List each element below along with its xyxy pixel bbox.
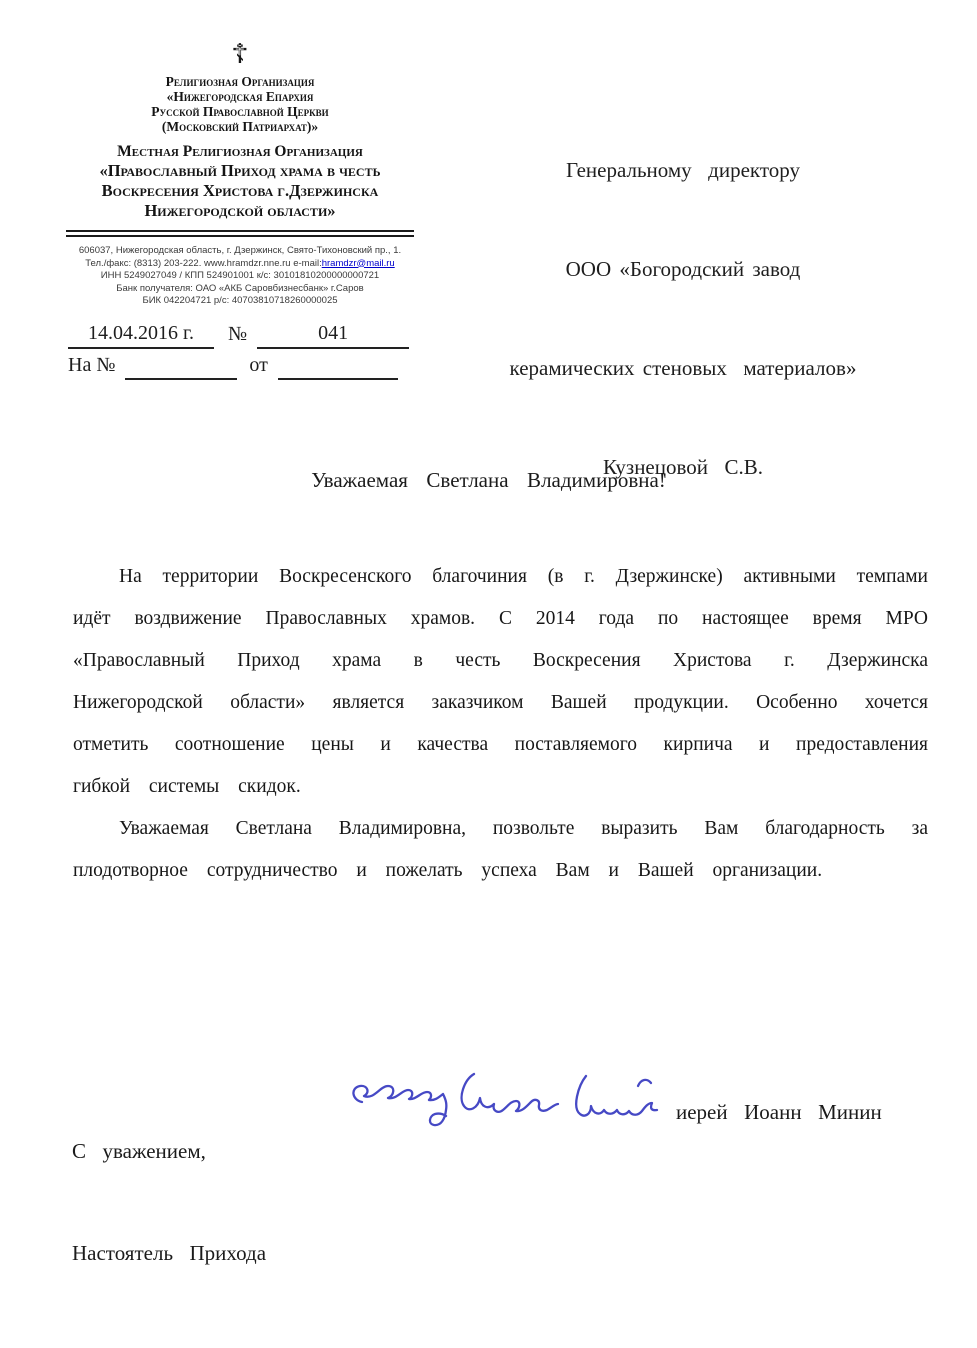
from-label: от: [249, 354, 268, 376]
signature-handwriting: [342, 1058, 664, 1154]
reply-date-blank: [278, 353, 398, 380]
contact-block: [66, 245, 414, 308]
letter-body: [73, 556, 928, 892]
reference-block: [68, 322, 414, 380]
reply-number-blank: [125, 353, 237, 380]
org-line: Нижегородской области»: [144, 201, 336, 220]
org-line-main: Местная Религиозная Организация: [117, 143, 363, 160]
recipient-line: Кузнецовой С.В.: [602, 455, 764, 479]
orthodox-cross-icon: ☦: [231, 39, 249, 70]
closing-regards: С уважением,: [72, 1139, 206, 1163]
reference-row-date: [68, 322, 414, 349]
body-paragraph-1: На территории Воскресенского благочиния (в г. Дзержинске) активными темпами идёт воздвижение Православных храмов. С 2014 года по настоящее время МРО «Православный Приход храма в честь Воскресения Христова г. Дзержинска Нижегородской области» является заказчиком Вашей продукции. Особенно хочется отметить соотношение цены и качества поставляемого кирпича и предоставления гибкой системы скидок.: [73, 566, 928, 797]
contact-bank: Банк получателя: ОАО «АКБ Саровбизнесбанк» г.Саров: [116, 282, 364, 294]
contact-inn: ИНН 5249027049 / КПП 524901001 к/с: 30101810200000000721: [100, 270, 380, 281]
eparchy-line: Русской Православной Церкви: [151, 104, 329, 119]
org-line: «Православный Приход храма в честь: [99, 161, 381, 180]
org-line: Воскресения Христова г.Дзержинска: [101, 181, 379, 200]
recipient-line: керамических стеновых материалов»: [509, 356, 857, 380]
eparchy-line: (Московский Патриархат)»: [161, 119, 319, 134]
recipient-line: ООО «Богородский завод: [565, 257, 801, 281]
letterhead: [66, 40, 414, 308]
divider-double-line: [66, 230, 414, 237]
signer-name: иерей Иоанн Минин: [676, 1100, 882, 1124]
organization-name: [66, 142, 414, 161]
parish-name: [66, 161, 414, 221]
reply-label: На №: [68, 354, 116, 376]
letter-date: 14.04.2016 г.: [68, 322, 214, 349]
recipient-line: Генеральному директору: [566, 158, 800, 182]
email-link[interactable]: hramdzr@mail.ru: [321, 257, 395, 269]
contact-phone: Тел./факс: (8313) 203-222. www.hramdzr.nne.ru e-mail:: [85, 257, 322, 269]
contact-address: 606037, Нижегородская область, г. Дзержинск, Свято-Тихоновский пр., 1.: [78, 245, 402, 256]
eparchy-name: [66, 74, 414, 134]
reference-row-reply: [68, 353, 414, 380]
contact-bik: БИК 042204721 р/с: 40703810718260000025: [142, 295, 338, 306]
salutation: Уважаемая Светлана Владимировна!: [311, 468, 666, 492]
body-paragraph-2: Уважаемая Светлана Владимировна, позвольте выразить Вам благодарность за плодотворное сотрудничество и пожелать успеха Вам и Вашей организации.: [73, 818, 928, 881]
letter-number: 041: [257, 322, 409, 349]
closing-block: [72, 1066, 266, 1338]
eparchy-line: «Нижегородская Епархия: [166, 89, 314, 104]
contact-phone-line: [66, 258, 414, 271]
eparchy-line: Религиозная Организация: [165, 74, 315, 89]
number-label: №: [228, 323, 248, 345]
closing-title: Настоятель Прихода: [72, 1241, 267, 1265]
